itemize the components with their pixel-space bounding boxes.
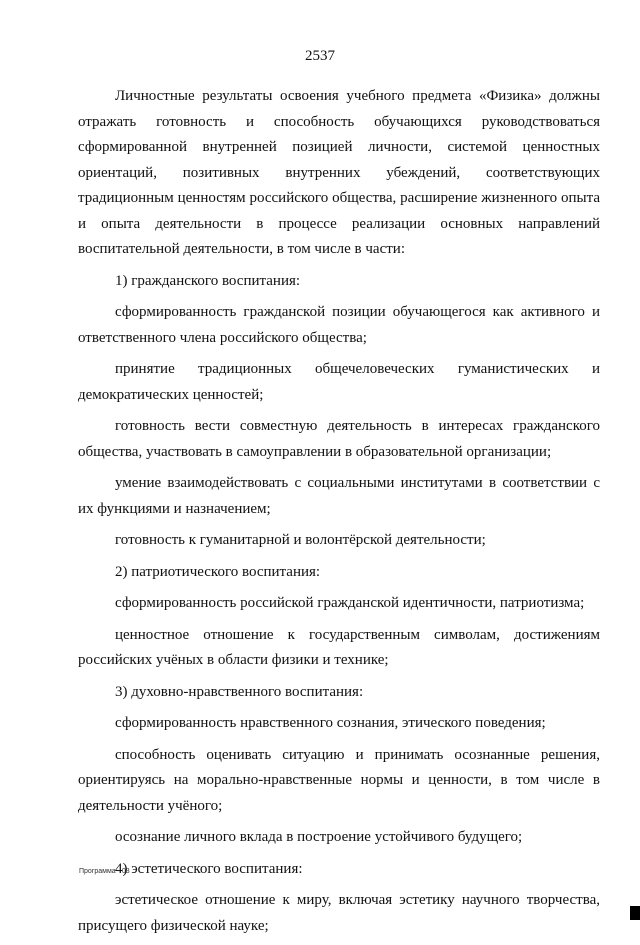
page-number: 2537: [305, 48, 335, 64]
intro-paragraph: Личностные результаты освоения учебного предмета «Физика» должны отражать готовность и способность обучающихся руководствоваться сформированной внутренней позицией личности, системой ценностных ориентаций, позитивных внутренних убеждений, соответствующих традиционным ценностям российского общества, расширение жизненного опыта и опыта деятельности в процессе реализации основных направлений воспитательной деятельности, в том числе в части:: [78, 88, 600, 257]
list-item: сформированность гражданской позиции обучающегося как активного и ответственного члена российского общества;: [78, 304, 600, 346]
list-item: сформированность нравственного сознания, этического поведения;: [115, 715, 546, 731]
section-heading-civic: 1) гражданского воспитания:: [115, 272, 301, 289]
list-item: эстетическое отношение к миру, включая эстетику научного творчества, присущего физической науке;: [78, 892, 600, 934]
footer-label: Программа - 03: [79, 868, 130, 875]
section-heading-patriotic: 2) патриотического воспитания:: [115, 563, 321, 580]
section-heading-moral: 3) духовно-нравственного воспитания:: [115, 683, 364, 700]
list-item: готовность вести совместную деятельность в интересах гражданского общества, участвовать в самоуправлении в образовательной организации;: [78, 418, 600, 460]
list-item: осознание личного вклада в построение устойчивого будущего;: [115, 829, 523, 845]
list-item: готовность к гуманитарной и волонтёрской деятельности;: [115, 532, 486, 548]
list-item: ценностное отношение к государственным символам, достижениям российских учёных в области физики и технике;: [78, 626, 600, 668]
list-item: умение взаимодействовать с социальными институтами в соответствии с их функциями и назначением;: [78, 475, 600, 517]
list-item: принятие традиционных общечеловеческих гуманистических и демократических ценностей;: [78, 361, 600, 403]
section-heading-aesthetic: 4) эстетического воспитания:: [115, 860, 303, 877]
list-item: сформированность российской гражданской идентичности, патриотизма;: [115, 595, 585, 611]
list-item: способность оценивать ситуацию и принимать осознанные решения, ориентируясь на морально-нравственные нормы и ценности, в том числе в деятельности учёного;: [78, 746, 600, 814]
document-body: [78, 84, 600, 945]
scan-edge-mark: [630, 906, 640, 920]
